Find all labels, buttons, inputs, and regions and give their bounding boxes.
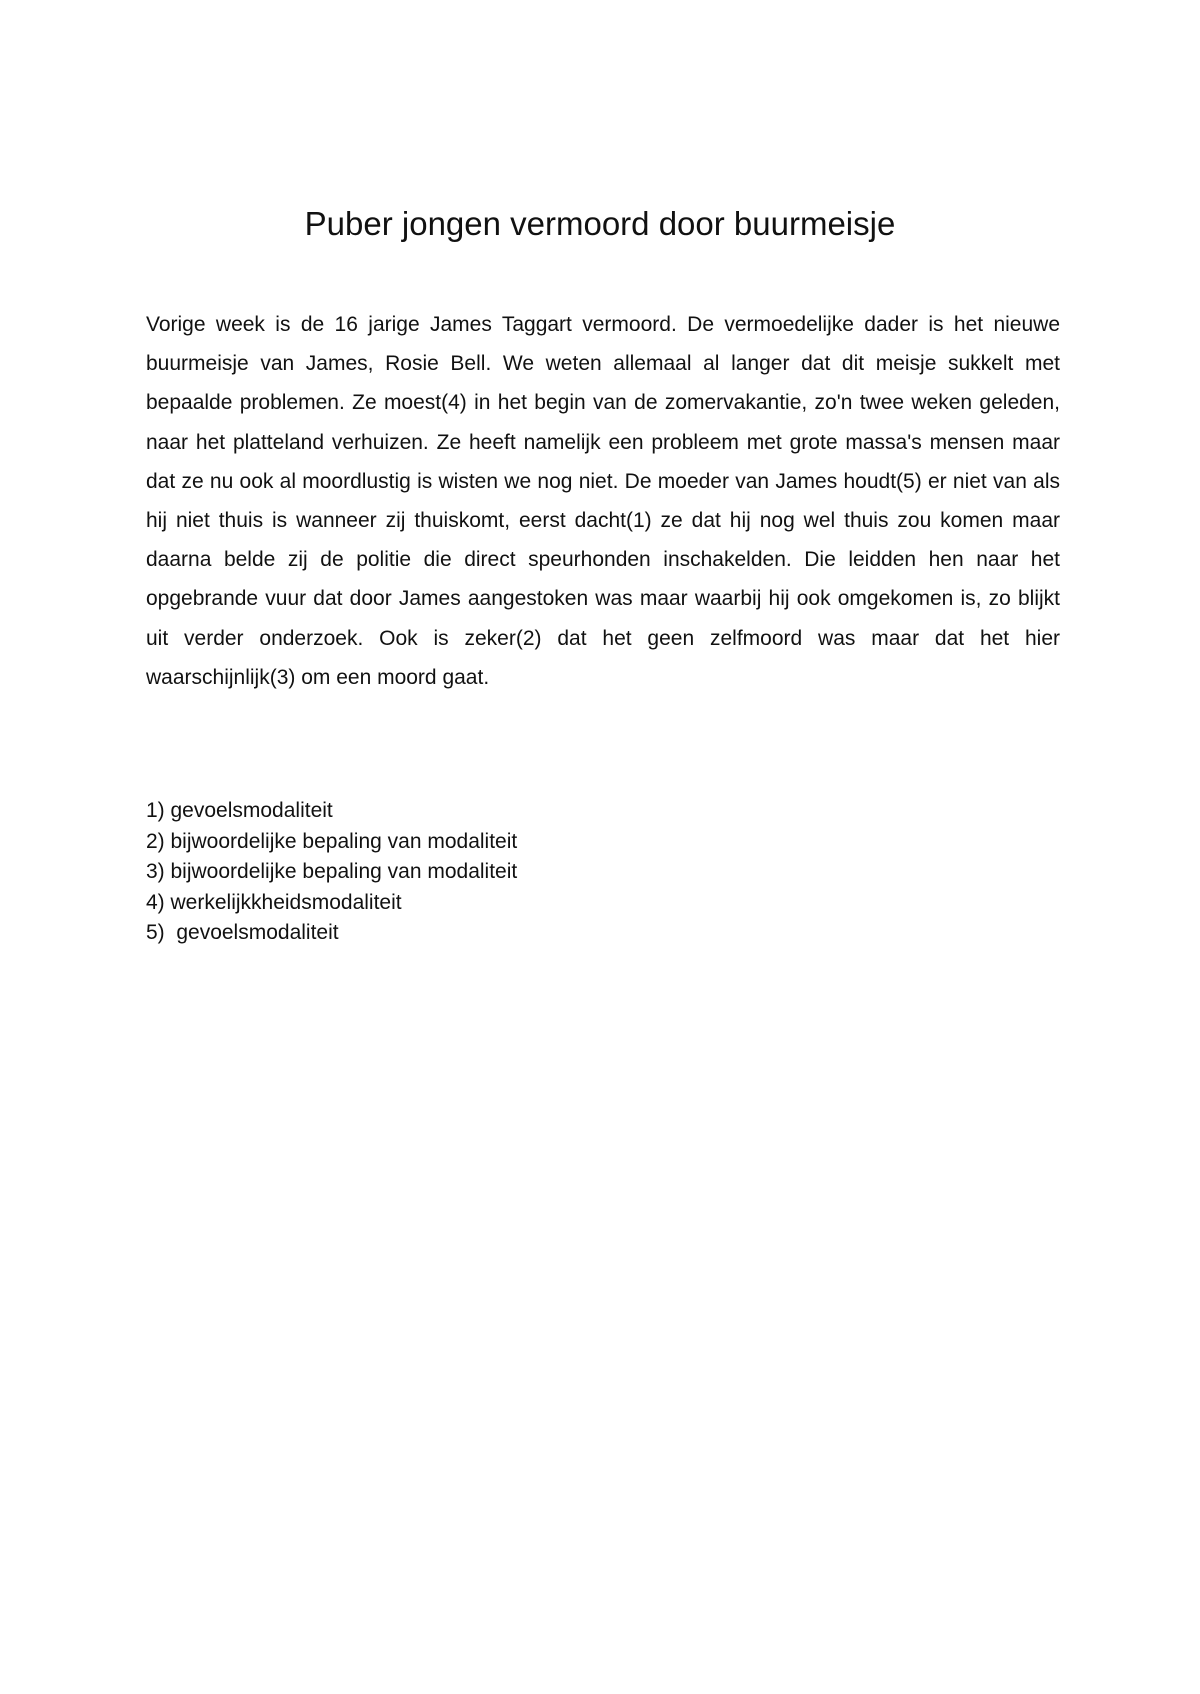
note-item-2: 2) bijwoordelijke bepaling van modaliteit <box>146 829 518 853</box>
note-item-4: 4) werkelijkkheidsmodaliteit <box>146 890 402 914</box>
article-paragraph: Vorige week is de 16 jarige James Taggart vermoord. De vermoedelijke dader is het nieuwe buurmeisje van James, Rosie Bell. We weten allemaal al langer dat dit meisje sukkelt met bepaalde problemen. Ze moest(4) in het begin van de zomervakantie, zo'n twee weken geleden, naar het platteland verhuizen. Ze heeft namelijk een probleem met grote massa's mensen maar dat ze nu ook al moordlustig is wisten we nog niet. De moeder van James houdt(5) er niet van als hij niet thuis is wanneer zij thuiskomt, eerst dacht(1) ze dat hij nog wel thuis zou komen maar daarna belde zij de politie die direct speurhonden inschakelden. Die leidden hen naar het opgebrande vuur dat door James aangestoken was maar waarbij hij ook omgekomen is, zo blijkt uit verder onderzoek. Ook is zeker(2) dat het geen zelfmoord was maar dat het hier waarschijnlijk(3) om een moord gaat. <box>146 313 1060 689</box>
note-item-1: 1) gevoelsmodaliteit <box>146 799 333 822</box>
note-item-3: 3) bijwoordelijke bepaling van modaliteit <box>146 860 518 883</box>
modality-notes-list <box>146 796 846 949</box>
document-title: Puber jongen vermoord door buurmeisje <box>304 205 896 242</box>
note-item-5: 5) gevoelsmodaliteit <box>146 921 339 944</box>
